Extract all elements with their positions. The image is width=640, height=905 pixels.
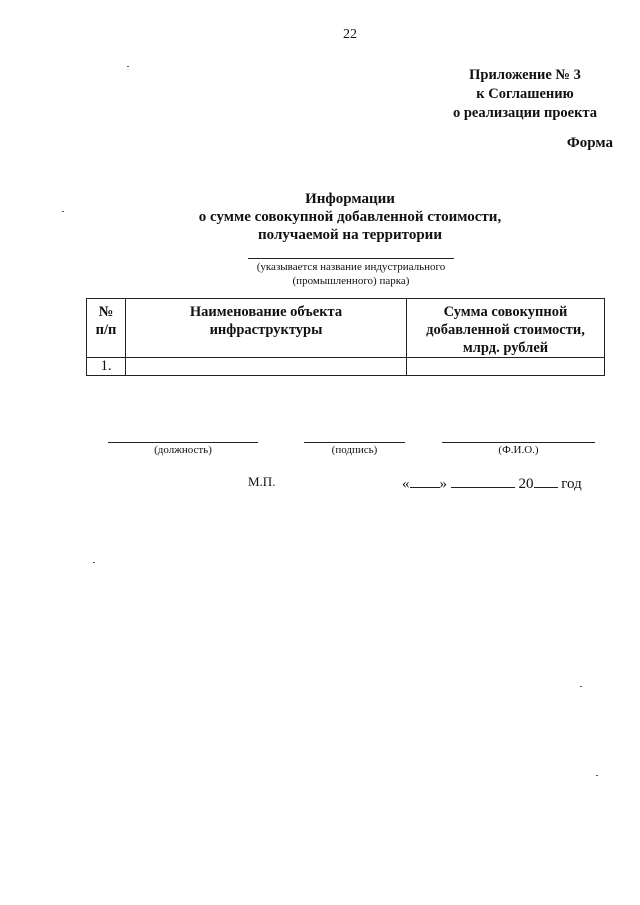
park-hint-line-1: (указывается название индустриального xyxy=(256,261,446,273)
appendix-block xyxy=(453,66,597,123)
year-blank[interactable] xyxy=(534,475,558,488)
appendix-line-1: Приложение № 3 xyxy=(469,67,581,83)
scan-speck xyxy=(596,775,598,776)
scan-speck xyxy=(127,66,129,67)
header-value-sum xyxy=(407,299,605,358)
title-line-2: о сумме совокупной добавленной стоимости, xyxy=(198,209,502,225)
row-object-name-cell[interactable] xyxy=(126,358,407,376)
title-line-3: получаемой на территории xyxy=(258,227,442,243)
position-caption: (должность) xyxy=(154,444,212,456)
header-sum-line-1: Сумма совокупной xyxy=(443,304,568,320)
page-number: 22 xyxy=(343,27,357,42)
header-object-line-1: Наименование объекта xyxy=(189,304,343,320)
row-value-sum-cell[interactable] xyxy=(407,358,605,376)
full-name-blank-line xyxy=(442,442,595,443)
infrastructure-value-table xyxy=(86,298,605,376)
document-title xyxy=(0,190,640,244)
day-blank[interactable] xyxy=(410,475,440,488)
header-number-line-2: п/п xyxy=(95,322,117,338)
full-name-caption: (Ф.И.О.) xyxy=(498,444,539,456)
park-hint-line-2: (промышленного) парка) xyxy=(292,275,410,287)
scan-speck xyxy=(580,686,582,687)
header-sum-line-2: добавленной стоимости, xyxy=(426,322,585,338)
appendix-line-3: о реализации проекта xyxy=(452,105,597,121)
header-number xyxy=(87,299,126,358)
month-blank[interactable] xyxy=(451,475,515,488)
title-line-1: Информации xyxy=(305,191,395,207)
row-number-cell: 1. xyxy=(87,358,126,376)
form-label: Форма xyxy=(566,135,613,151)
header-sum-line-3: млрд. рублей xyxy=(462,340,549,356)
date-close-quote: » xyxy=(439,476,447,492)
header-object-line-2: инфраструктуры xyxy=(209,322,323,338)
scan-speck xyxy=(62,211,64,212)
date-line xyxy=(402,475,582,493)
year-suffix: год xyxy=(561,476,582,492)
appendix-line-2: к Соглашению xyxy=(476,86,574,102)
stamp-label: М.П. xyxy=(248,474,276,489)
signature-caption: (подпись) xyxy=(331,444,378,456)
date-open-quote: « xyxy=(402,476,410,492)
header-object-name xyxy=(126,299,407,358)
scan-speck xyxy=(93,562,95,563)
table-row xyxy=(87,358,605,376)
table-header-row xyxy=(87,299,605,358)
position-blank-line xyxy=(108,442,258,443)
signature-blank-line xyxy=(304,442,405,443)
park-name-hint xyxy=(230,260,472,288)
park-name-blank-line xyxy=(248,258,454,259)
year-prefix: 20 xyxy=(518,476,534,492)
header-number-line-1: № xyxy=(98,304,114,320)
